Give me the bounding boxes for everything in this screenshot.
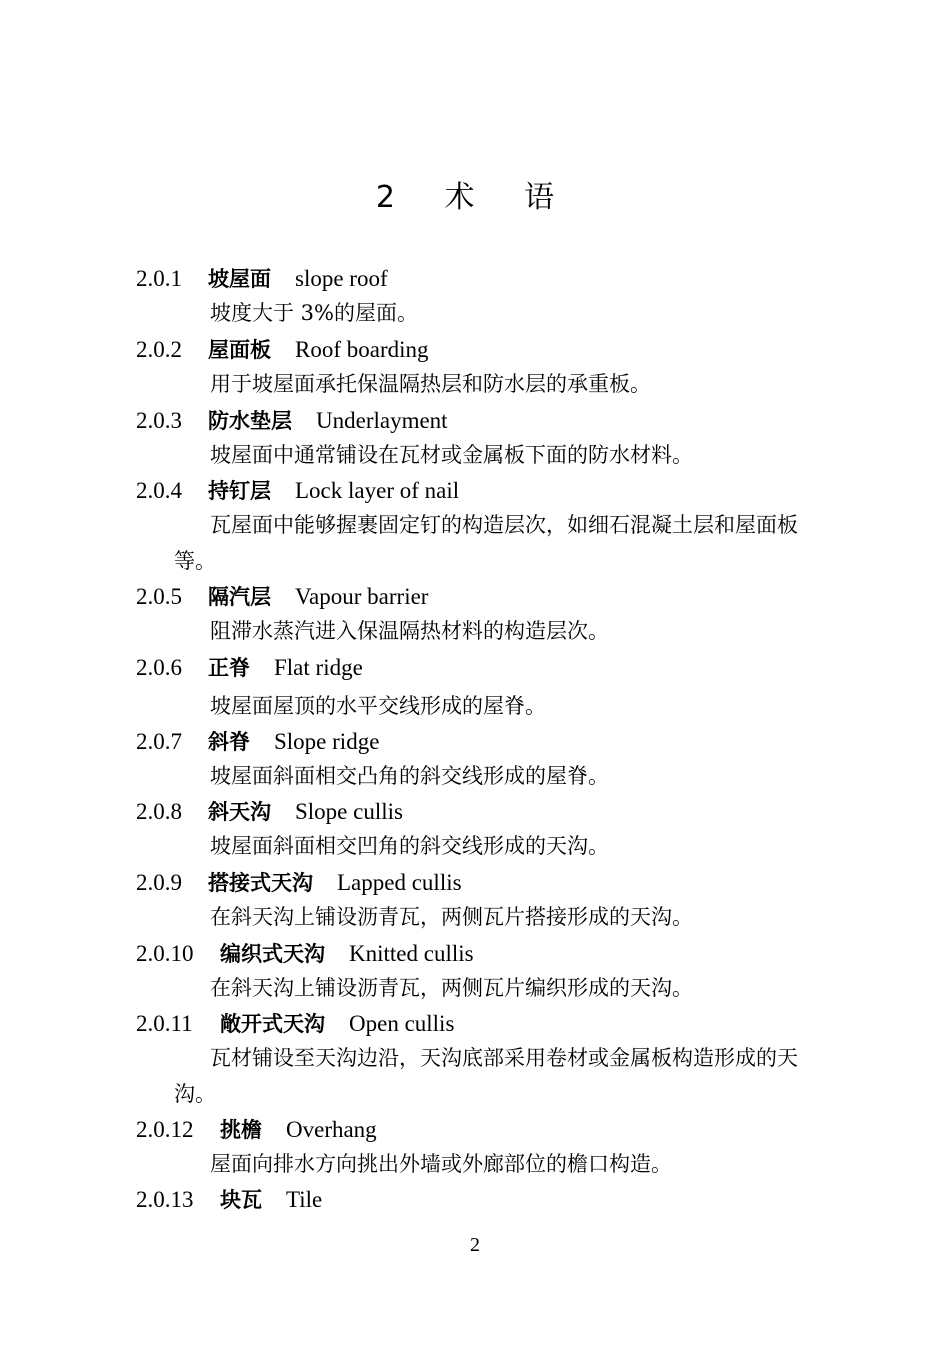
term-chinese: 屋面板 xyxy=(208,338,271,362)
term-number: 2.0.13 xyxy=(136,1187,194,1212)
chapter-title: 2 术 语 xyxy=(375,180,575,215)
term-chinese: 搭接式天沟 xyxy=(208,871,313,895)
term-english: Slope cullis xyxy=(295,799,403,824)
term-definition: 在斜天沟上铺设沥青瓦，两侧瓦片编织形成的天沟。 xyxy=(210,976,693,1000)
term-definition: 坡屋面斜面相交凸角的斜交线形成的屋脊。 xyxy=(210,764,609,788)
term-heading xyxy=(136,474,459,508)
term-chinese: 斜天沟 xyxy=(208,800,271,824)
term-number: 2.0.4 xyxy=(136,478,182,503)
term-chinese: 斜脊 xyxy=(208,730,250,754)
term-heading xyxy=(136,262,388,296)
term-definition: 屋面向排水方向挑出外墙或外廊部位的檐口构造。 xyxy=(210,1152,672,1176)
term-definition: 瓦屋面中能够握裹固定钉的构造层次，如细石混凝土层和屋面板等。 xyxy=(174,513,798,573)
term-definition: 坡度大于 3%的屋面。 xyxy=(210,301,418,325)
term-definition: 坡屋面屋顶的水平交线形成的屋脊。 xyxy=(210,694,546,718)
term-number: 2.0.10 xyxy=(136,941,194,966)
term-english: Knitted cullis xyxy=(349,941,474,966)
term-heading xyxy=(136,1007,454,1041)
term-heading xyxy=(136,580,428,614)
term-chinese: 隔汽层 xyxy=(208,585,271,609)
term-english: Slope ridge xyxy=(274,729,380,754)
term-definition: 坡屋面斜面相交凹角的斜交线形成的天沟。 xyxy=(210,834,609,858)
term-heading xyxy=(136,651,363,685)
term-english: Lapped cullis xyxy=(337,870,462,895)
term-heading xyxy=(136,795,403,829)
term-chinese: 持钉层 xyxy=(208,479,271,503)
term-chinese: 敞开式天沟 xyxy=(220,1012,325,1036)
term-chinese: 正脊 xyxy=(208,656,250,680)
term-english: Overhang xyxy=(286,1117,377,1142)
term-definition: 坡屋面中通常铺设在瓦材或金属板下面的防水材料。 xyxy=(210,443,693,467)
term-heading xyxy=(136,725,379,759)
term-number: 2.0.11 xyxy=(136,1011,193,1036)
term-english: Underlayment xyxy=(316,408,448,433)
term-number: 2.0.6 xyxy=(136,655,182,680)
term-english: Vapour barrier xyxy=(295,584,429,609)
term-number: 2.0.9 xyxy=(136,870,182,895)
term-number: 2.0.12 xyxy=(136,1117,194,1142)
term-definition: 用于坡屋面承托保温隔热层和防水层的承重板。 xyxy=(210,372,651,396)
term-heading xyxy=(136,404,448,438)
term-heading xyxy=(136,866,462,900)
term-heading xyxy=(136,1183,322,1217)
term-english: Tile xyxy=(286,1187,323,1212)
term-number: 2.0.5 xyxy=(136,584,182,609)
term-chinese: 编织式天沟 xyxy=(220,942,325,966)
term-definition: 阻滞水蒸汽进入保温隔热材料的构造层次。 xyxy=(210,619,609,643)
term-english: slope roof xyxy=(295,266,388,291)
term-number: 2.0.8 xyxy=(136,799,182,824)
page-number: 2 xyxy=(470,1234,480,1256)
term-chinese: 防水垫层 xyxy=(208,409,292,433)
term-number: 2.0.1 xyxy=(136,266,182,291)
term-definition: 在斜天沟上铺设沥青瓦，两侧瓦片搭接形成的天沟。 xyxy=(210,905,693,929)
term-heading xyxy=(136,1113,377,1147)
term-number: 2.0.7 xyxy=(136,729,182,754)
term-number: 2.0.2 xyxy=(136,337,182,362)
term-heading xyxy=(136,937,474,971)
term-english: Flat ridge xyxy=(274,655,363,680)
term-chinese: 挑檐 xyxy=(220,1118,262,1142)
term-english: Roof boarding xyxy=(295,337,429,362)
term-english: Open cullis xyxy=(349,1011,455,1036)
term-number: 2.0.3 xyxy=(136,408,182,433)
term-heading xyxy=(136,333,429,367)
term-chinese: 块瓦 xyxy=(220,1188,262,1212)
term-chinese: 坡屋面 xyxy=(208,267,271,291)
term-definition: 瓦材铺设至天沟边沿，天沟底部采用卷材或金属板构造形成的天沟。 xyxy=(174,1046,798,1106)
term-english: Lock layer of nail xyxy=(295,478,460,503)
